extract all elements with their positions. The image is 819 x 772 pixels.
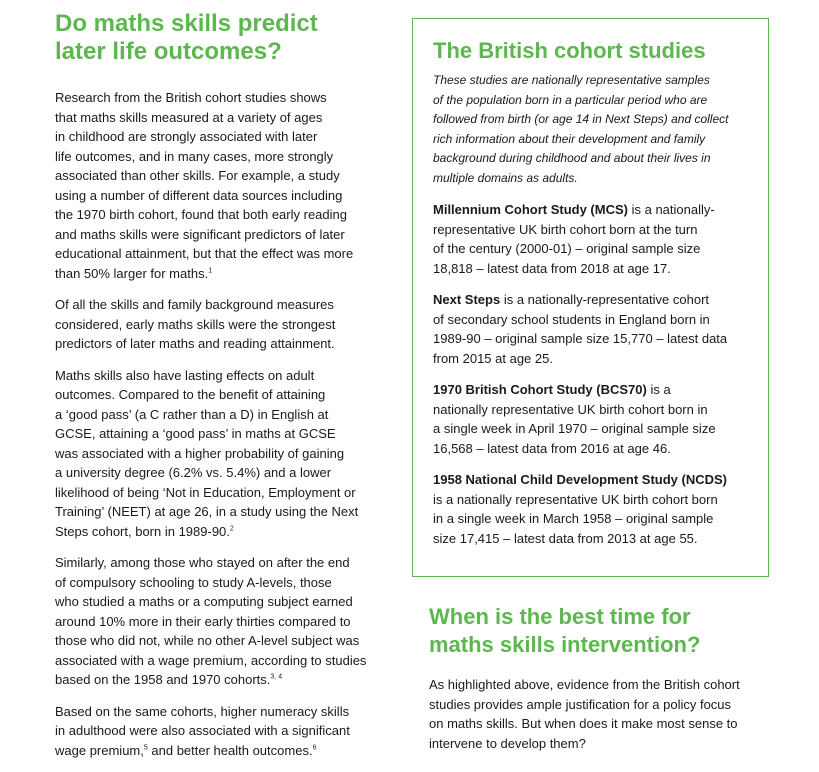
section-title: When is the best time for maths skills intervention? bbox=[429, 604, 701, 657]
footnote-ref: 6 bbox=[312, 744, 317, 752]
paragraph-a-levels: Similarly, among those who stayed on after the end of compulsory schooling to study A-levels, those who studied a maths or a computing subject earned around 10% more in their early thirties compared to those who did not, while no other A-level subject was associated with a wage premium, according to studies based on the 1958 and 1970 cohorts.$^{3, 4}$ bbox=[55, 555, 367, 687]
paragraph-adult-outcomes: Maths skills also have lasting effects on adult outcomes. Compared to the benefit of attaining a ‘good pass’ (a C rather than a D) in English at GCSE, attaining a ‘good pass’ in maths at GCSE was associated with a higher probability of gaining a university degree (6.2% vs. 5.4%) and a lower likelihood of being ‘Not in Education, Employment or Training’ (NEET) at age 26, in a study using the Next Steps cohort, born in 1989-90.$^2$ bbox=[55, 367, 359, 539]
entry-bcs70: 1970 British Cohort Study (BCS70) is a nationally representative UK birth cohort born in a single week in April 1970 – original sample size 16,568 – latest data from 2016 at age 46. bbox=[433, 382, 716, 456]
entry-next-steps: Next Steps is a nationally-representative cohort of secondary school students in England born in 1989-90 – original sample size 15,770 – latest data from 2015 at age 25. bbox=[433, 292, 728, 366]
paragraph-intervention: As highlighted above, evidence from the British cohort studies provides ample justification for a policy focus on maths skills. But when does it make most sense to intervene to develop them? bbox=[429, 677, 740, 751]
paragraph-research: Research from the British cohort studies shows that maths skills measured at a variety of ages in childhood are strongly associated with later life outcomes, and in many cases, more strongly associated than other skills. For example, a study using a number of different data sources including the 1970 birth cohort, found that both early reading and maths skills were significant predictors of later educational attainment, but that the effect was more than 50% larger for maths.$^1$ bbox=[55, 90, 354, 281]
entry-ncds: 1958 National Child Development Study (NCDS) is a nationally representative UK birth cohort born in a single week in March 1958 – original sample size 17,415 – latest data from 2013 at age 55. bbox=[433, 472, 727, 546]
footnote-ref: 3, 4 bbox=[270, 673, 283, 681]
box-intro: These studies are nationally representative samples of the population born in a particular period who are followed from birth (or age 14 in Next Steps) and collect rich information about their development and family background during childhood and about their lives in multiple domains as adults. bbox=[433, 73, 729, 185]
left-column bbox=[55, 10, 395, 772]
footnote-ref: 1 bbox=[208, 267, 213, 275]
intervention-section bbox=[429, 603, 789, 765]
footnote-ref: 2 bbox=[229, 525, 234, 533]
box-title: The British cohort studies bbox=[433, 38, 706, 63]
cohort-studies-box bbox=[412, 18, 769, 577]
paragraph-skills: Of all the skills and family background measures considered, early maths skills were the strongest predictors of later maths and reading attainment. bbox=[55, 297, 336, 351]
right-column bbox=[412, 18, 772, 577]
paragraph-numeracy: Based on the same cohorts, higher numeracy skills in adulthood were also associated with a significant wage premium,$^5$ and better health outcomes.$^6$ bbox=[55, 703, 350, 758]
entry-mcs: Millennium Cohort Study (MCS) is a nationally- representative UK birth cohort born at the turn of the century (2000-01) – original sample size 18,818 – latest data from 2018 at age 17. bbox=[433, 202, 715, 276]
footnote-ref: 5 bbox=[143, 744, 148, 752]
article-title: Do maths skills predict later life outcomes? bbox=[55, 10, 318, 65]
